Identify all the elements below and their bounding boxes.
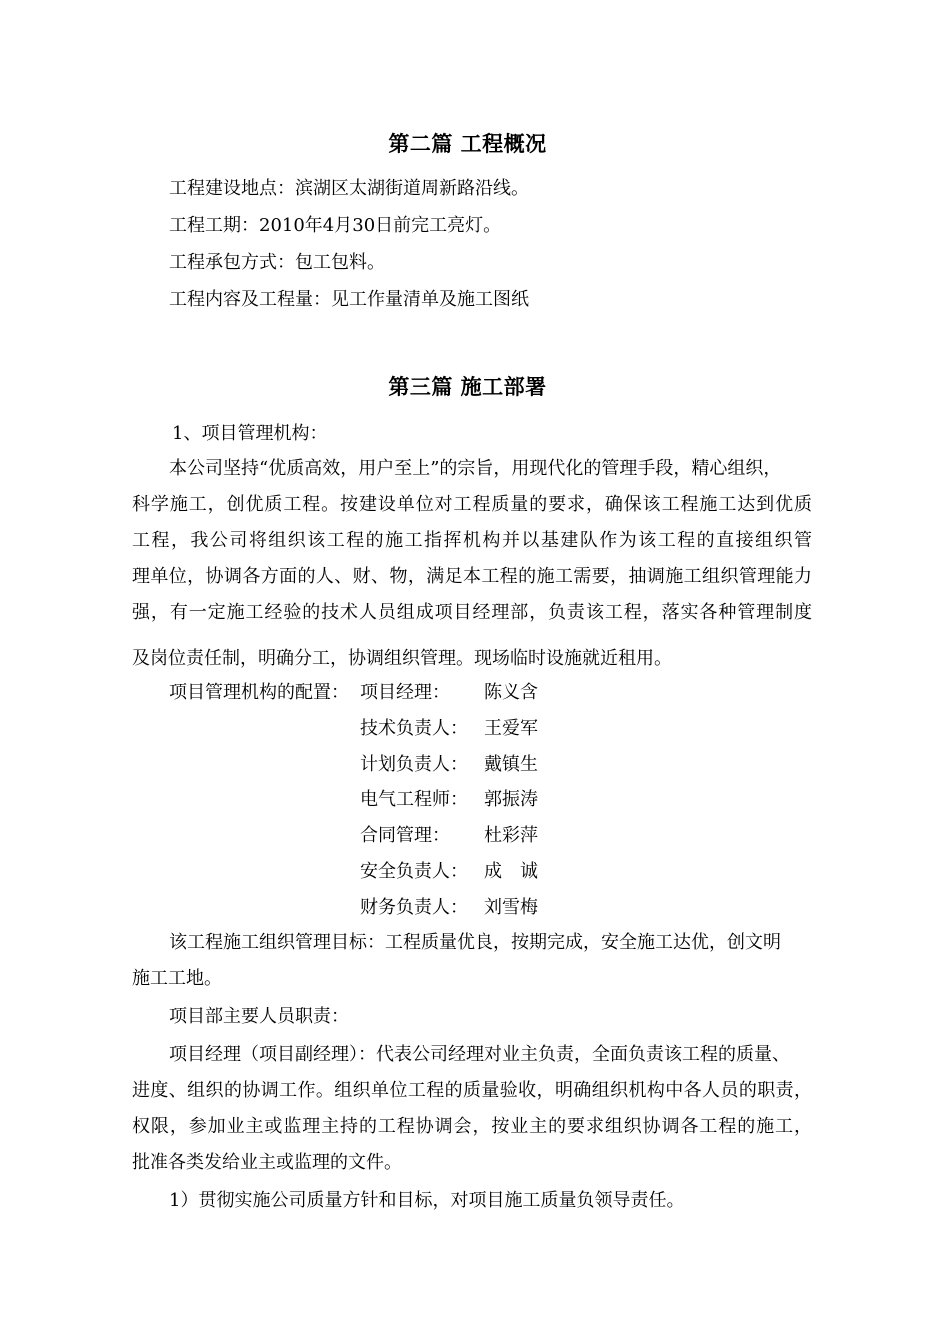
item1-heading: 1、项目管理机构： (172, 423, 328, 444)
staff-name: 杜彩萍 (484, 825, 538, 846)
staff-name: 刘雪梅 (484, 897, 538, 918)
staff-config-label: 项目管理机构的配置： (169, 682, 349, 703)
project-duration: 工程工期：2010年4月30日前完工亮灯。 (169, 215, 502, 236)
staff-name: 陈义含 (484, 682, 538, 703)
project-scope: 工程内容及工程量：见工作量清单及施工图纸 (169, 289, 529, 310)
management-goal-cont: 施工工地。 (132, 968, 222, 989)
paragraph1-line: 工程，我公司将组织该工程的施工指挥机构并以基建队作为该工程的直接组织管 (132, 530, 812, 551)
staff-role: 项目经理： (360, 682, 450, 703)
paragraph1-line: 及岗位责任制，明确分工，协调组织管理。现场临时设施就近租用。 (132, 648, 672, 669)
section2-title: 第二篇 工程概况 (388, 132, 547, 156)
contract-method: 工程承包方式：包工包料。 (169, 252, 385, 273)
staff-role: 安全负责人： (360, 861, 468, 882)
paragraph2-line: 批准各类发给业主或监理的文件。 (132, 1152, 402, 1173)
staff-role: 计划负责人： (360, 754, 468, 775)
paragraph2-line: 进度、组织的协调工作。组织单位工程的质量验收，明确组织机构中各人员的职责， (132, 1080, 812, 1101)
staff-name: 郭振涛 (484, 789, 538, 810)
project-location: 工程建设地点：滨湖区太湖街道周新路沿线。 (169, 178, 529, 199)
staff-role: 合同管理： (360, 825, 450, 846)
staff-name: 成 诚 (484, 861, 538, 882)
staff-role: 电气工程师： (360, 789, 468, 810)
point-1: 1）贯彻实施公司质量方针和目标，对项目施工质量负领导责任。 (169, 1190, 685, 1211)
paragraph1-line: 强，有一定施工经验的技术人员组成项目经理部，负责该工程，落实各种管理制度 (132, 602, 812, 623)
management-goal: 该工程施工组织管理目标：工程质量优良，按期完成，安全施工达优，创文明 (169, 932, 781, 953)
staff-name: 戴镇生 (484, 754, 538, 775)
staff-role: 财务负责人： (360, 897, 468, 918)
section3-title: 第三篇 施工部署 (388, 375, 547, 399)
staff-role: 技术负责人： (360, 718, 468, 739)
paragraph1-line: 理单位，协调各方面的人、财、物，满足本工程的施工需要，抽调施工组织管理能力 (132, 566, 812, 587)
staff-name: 王爱军 (484, 718, 538, 739)
paragraph2-line: 权限，参加业主或监理主持的工程协调会，按业主的要求组织协调各工程的施工， (132, 1116, 812, 1137)
paragraph1-line: 本公司坚持“优质高效，用户至上”的宗旨，用现代化的管理手段，精心组织， (169, 458, 782, 479)
paragraph2-line: 项目经理（项目副经理）：代表公司经理对业主负责，全面负责该工程的质量、 (169, 1044, 790, 1065)
paragraph1-line: 科学施工，创优质工程。按建设单位对工程质量的要求，确保该工程施工达到优质 (132, 494, 812, 515)
duties-heading: 项目部主要人员职责： (169, 1006, 349, 1027)
